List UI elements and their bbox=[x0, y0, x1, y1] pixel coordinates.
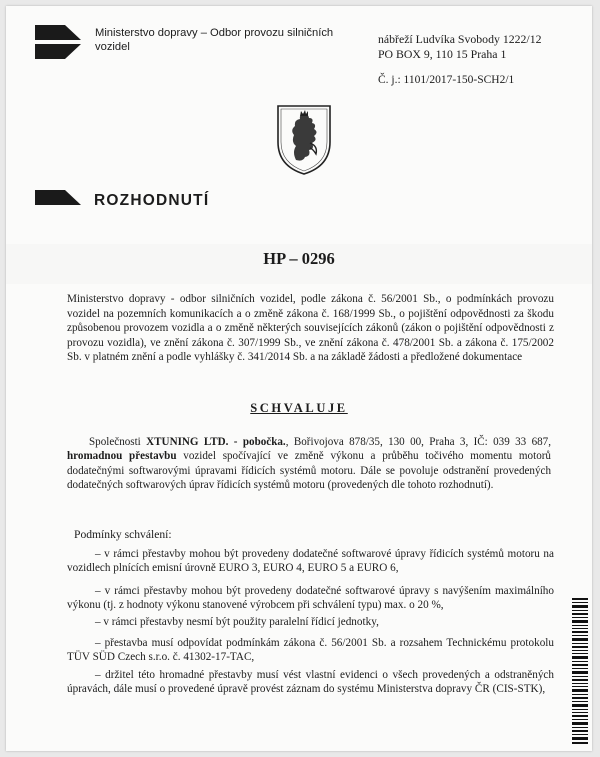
decision-arrow-logo-icon bbox=[35, 190, 83, 208]
condition-item: – v rámci přestavby mohou být provedeny dodatečné softwarové úpravy řídicích systémů motoru na vozidlech plnících emisní úrovně EURO 3, EURO 4, EURO 5 a EURO 6, bbox=[67, 548, 554, 575]
ministry-arrow-logo-icon bbox=[35, 25, 83, 61]
ministry-address bbox=[378, 32, 578, 62]
company-name: XTUNING LTD. - pobočka. bbox=[146, 436, 286, 448]
reference-number: Č. j.: 1101/2017-150-SCH2/1 bbox=[378, 74, 515, 86]
company-address: , Bořivojova 878/35, 130 00, Praha 3, IČ: 039 33 687, bbox=[285, 436, 551, 448]
company-rest: vozidel spočívající ve změně výkonu a průběhu točivého momentu motorů dodatečnými softwarovými úpravami řídicích systémů motoru. Dále se povoluje odstranění provedených dodatečných softwarových úprav řídicích systémů motoru (provedených dle tohoto rozhodnutí). bbox=[67, 450, 551, 491]
address-line1: nábřeží Ludvíka Svobody 1222/12 bbox=[378, 32, 542, 46]
czech-coat-of-arms-icon bbox=[274, 102, 334, 176]
ministry-name bbox=[95, 26, 380, 54]
condition-item: – v rámci přestavby nesmí být použity paralelní řídicí jednotky, bbox=[95, 616, 379, 628]
document-page bbox=[6, 6, 592, 751]
company-action: hromadnou přestavbu bbox=[67, 450, 177, 463]
condition-item: – v rámci přestavby mohou být provedeny dodatečné softwarové úpravy s navýšením maximálního výkonu (tj. z hodnoty výkonu stanovené výrobcem při schválení typu) max. o 20 %, bbox=[67, 585, 554, 612]
company-paragraph bbox=[67, 435, 551, 492]
address-line2: PO BOX 9, 110 15 Praha 1 bbox=[378, 47, 507, 61]
intro-paragraph: Ministerstvo dopravy - odbor silničních vozidel, podle zákona č. 56/2001 Sb., o podmínkách provozu vozidel na pozemních komunikacích a o změně zákona č. 168/1999 Sb., o pojištění odpovědnosti za škodu způsobenou provozem vozidla a o změně některých souvisejících zákonů (zákon o pojištění odpovědnosti z provozu vozidla), ve znění zákona č. 307/1999 Sb., ve znění zákona č. 478/2001 Sb. a zákona č. 175/2002 Sb. v platném znění a podle vyhlášky č. 341/2014 Sb. a na základě žádosti a předložené dokumentace bbox=[67, 293, 554, 364]
ministry-name-line1: Ministerstvo dopravy – Odbor provozu silničních bbox=[95, 27, 334, 39]
condition-item: – držitel této hromadné přestavby musí vést vlastní evidenci o všech provedených a odstraněných úpravách, dále musí o provedené úpravě provést záznam do systému Ministerstva dopravy ČR (CIS-STK), bbox=[67, 669, 554, 696]
ministry-name-line2: vozidel bbox=[95, 41, 130, 53]
condition-item: – přestavba musí odpovídat podmínkám zákona č. 56/2001 Sb. a rozsahem Technickému protokolu TÜV SÜD Czech s.r.o. č. 41302-17-TAC, bbox=[67, 637, 554, 664]
conditions-heading: Podmínky schválení: bbox=[74, 528, 172, 541]
decision-title: ROZHODNUTÍ bbox=[94, 192, 210, 209]
barcode-icon bbox=[572, 598, 588, 744]
company-prefix: Společnosti bbox=[89, 436, 141, 448]
approves-heading: SCHVALUJE bbox=[250, 401, 348, 415]
decision-number: HP – 0296 bbox=[263, 249, 335, 268]
